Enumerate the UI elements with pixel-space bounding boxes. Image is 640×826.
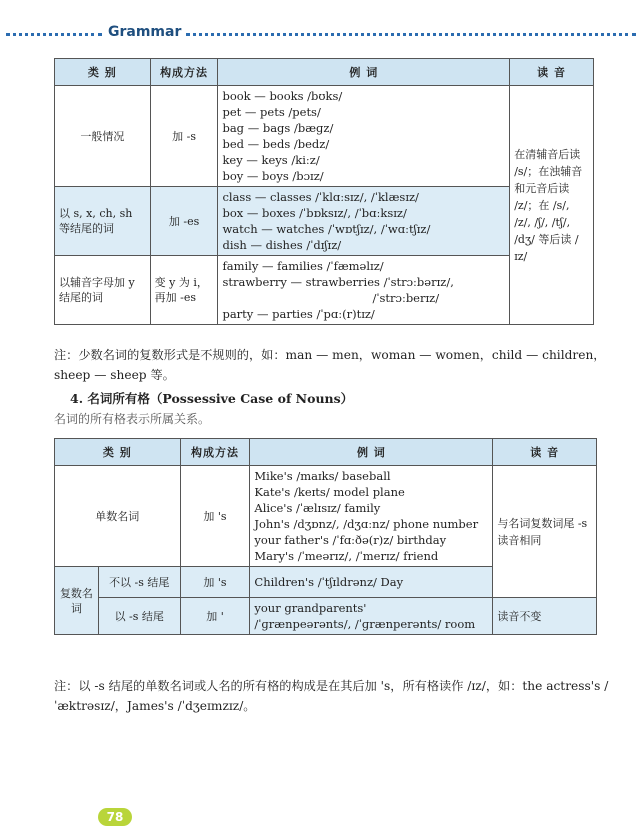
- category-cell: 以辅音字母加 y 结尾的词: [55, 256, 151, 325]
- header-pronunciation: 读 音: [493, 439, 597, 466]
- table-row: [55, 466, 597, 567]
- example-line: Mike's /maɪks/ baseball: [254, 469, 391, 483]
- dotted-rule-left: [6, 33, 102, 36]
- method-cell: 加 -es: [150, 187, 218, 256]
- example-line: Children's /ˈtʃɪldrənz/ Day: [254, 575, 404, 589]
- section-heading: 4. 名词所有格（Possessive Case of Nouns）: [70, 391, 354, 406]
- method-cell: 加 's: [180, 567, 250, 598]
- possessive-case-table: [54, 438, 597, 635]
- example-line: John's /dʒɒnz/, /dʒɑːnz/ phone number: [254, 517, 479, 531]
- example-line: your grandparents': [254, 601, 367, 615]
- plural-category-cell: 复数名词: [55, 567, 99, 635]
- dotted-rule-right: [186, 33, 636, 36]
- category-cell: 以 -s 结尾: [98, 598, 180, 635]
- example-line: family — families /ˈfæməlɪz/: [222, 259, 384, 273]
- category-cell: 不以 -s 结尾: [98, 567, 180, 598]
- example-line: box — boxes /ˈbɒksɪz/, /ˈbɑːksɪz/: [222, 206, 407, 220]
- example-line: pet — pets /pets/: [222, 105, 321, 119]
- example-line: your father's /ˈfɑːðə(r)z/ birthday: [254, 533, 447, 547]
- method-cell: 加 -s: [150, 86, 218, 187]
- irregular-plural-note: 注：少数名词的复数形式是不规则的，如：man — men，woman — women，child — children，sheep — sheep 等。: [54, 348, 606, 382]
- example-line: /ˈstrɔːberɪz/: [372, 291, 440, 305]
- page-number-badge: 78: [98, 808, 132, 826]
- examples-cell: [218, 256, 510, 325]
- example-line: bed — beds /bedz/: [222, 137, 330, 151]
- header-examples: 例 词: [250, 439, 493, 466]
- example-line: class — classes /ˈklɑːsɪz/, /ˈklæsɪz/: [222, 190, 419, 204]
- pronunciation-cell: 读音不变: [493, 598, 597, 635]
- method-cell: 加 's: [180, 466, 250, 567]
- example-line: Mary's /ˈmeərɪz/, /ˈmerɪz/ friend: [254, 549, 439, 563]
- example-line: boy — boys /bɔɪz/: [222, 169, 324, 183]
- header-method: 构成方法: [180, 439, 250, 466]
- example-line: Kate's /keɪts/ model plane: [254, 485, 405, 499]
- pronunciation-cell: 在清辅音后读 /s/；在浊辅音和元音后读 /z/；在 /s/, /z/, /ʃ/, /tʃ/, /dʒ/ 等后读 /ɪz/: [510, 86, 594, 325]
- header-method: 构成方法: [150, 59, 218, 86]
- header-category: 类 别: [55, 439, 181, 466]
- example-line: watch — watches /ˈwɒtʃɪz/, /ˈwɑːtʃɪz/: [222, 222, 431, 236]
- header-pronunciation: 读 音: [510, 59, 594, 86]
- pronunciation-cell: 与名词复数词尾 -s 读音相同: [493, 466, 597, 598]
- table-header-row: [55, 59, 594, 86]
- method-cell: 变 y 为 i，再加 -es: [150, 256, 218, 325]
- table-row: [55, 598, 597, 635]
- example-line: party — parties /ˈpɑː(r)tɪz/: [222, 307, 375, 321]
- header-category: 类 别: [55, 59, 151, 86]
- section-title: Grammar: [108, 24, 182, 40]
- table-row: [55, 86, 594, 187]
- examples-cell: [250, 466, 493, 567]
- category-cell: 以 s, x, ch, sh 等结尾的词: [55, 187, 151, 256]
- example-line: /ˈɡrænpeərənts/, /ˈɡrænperənts/ room: [254, 617, 476, 631]
- example-line: Alice's /ˈælɪsɪz/ family: [254, 501, 381, 515]
- category-cell: 单数名词: [55, 466, 181, 567]
- examples-cell: [218, 86, 510, 187]
- examples-cell: [218, 187, 510, 256]
- section-description: 名词的所有格表示所属关系。: [54, 412, 211, 426]
- possessive-note: 注：以 -s 结尾的单数名词或人名的所有格的构成是在其后加 's，所有格读作 /ɪz/，如：the actress's /ˈæktrəsɪz/，James's /ˈdʒeɪmzɪz/。: [54, 679, 609, 713]
- example-line: dish — dishes /ˈdɪʃɪz/: [222, 238, 342, 252]
- example-line: key — keys /kiːz/: [222, 153, 320, 167]
- example-line: strawberry — strawberries /ˈstrɔːbərɪz/,: [222, 275, 454, 289]
- header-examples: 例 词: [218, 59, 510, 86]
- examples-cell: [250, 598, 493, 635]
- category-cell: 一般情况: [55, 86, 151, 187]
- examples-cell: [250, 567, 493, 598]
- table-header-row: [55, 439, 597, 466]
- example-line: book — books /bʊks/: [222, 89, 343, 103]
- example-line: bag — bags /bæɡz/: [222, 121, 334, 135]
- page-header: [0, 24, 640, 44]
- method-cell: 加 ': [180, 598, 250, 635]
- plural-nouns-table: [54, 58, 594, 325]
